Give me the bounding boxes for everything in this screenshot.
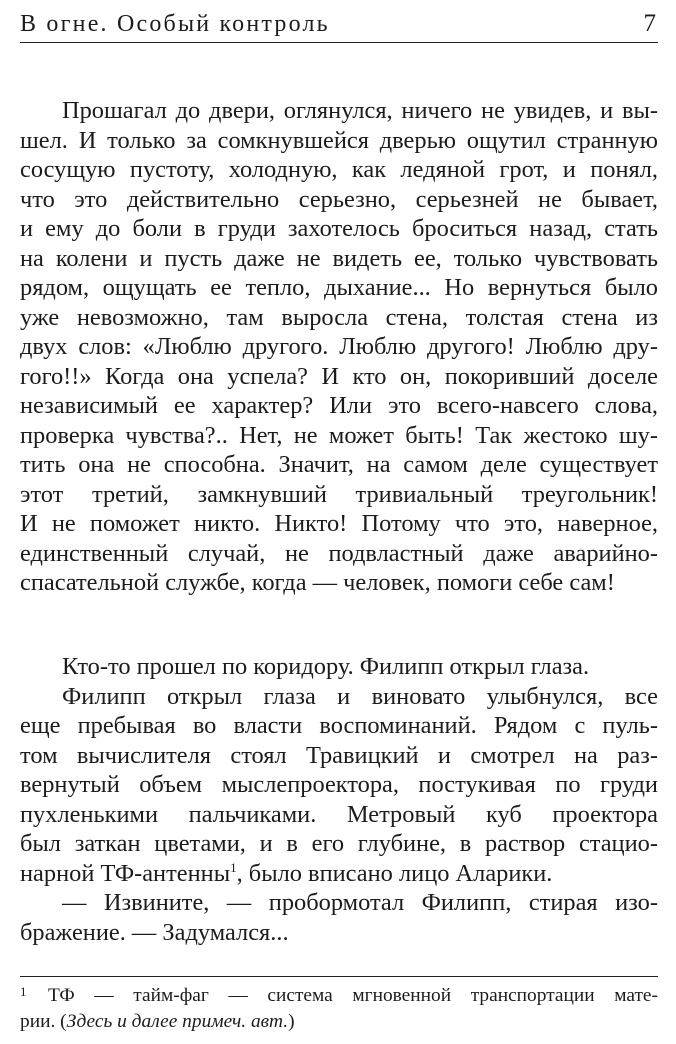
text-line: гого!!» Когда она успела? И кто он, покоривший доселе — [20, 362, 658, 390]
text-line: сосущую пустоту, холодную, как ледяной грот, и понял, — [20, 156, 658, 183]
text-fragment: рии. ( — [20, 1011, 67, 1032]
text-line: бражение. — Задумался... — [20, 918, 289, 946]
text-fragment: ) — [288, 1011, 295, 1032]
footnote-line: ТФ — тайм-фаг — система мгновенной транспортации мате- — [48, 985, 658, 1006]
text-line: и ему до боли в груди захотелось броситься назад, стать — [20, 215, 658, 242]
text-line: вернутый объем мыслепроектора, постукивая по груди — [20, 771, 658, 798]
text-line: тить она не способна. Значит, на самом деле существует — [20, 451, 658, 478]
running-head — [20, 8, 658, 43]
page-number: 7 — [643, 10, 656, 37]
paragraph-4 — [20, 888, 658, 947]
footnote-attribution: Здесь и далее примеч. авт. — [66, 1011, 289, 1032]
text-line: Филипп открыл глаза и виновато улыбнулся, все — [62, 682, 658, 710]
text-line: двух слов: «Люблю другого. Люблю другого! Люблю дру- — [20, 333, 658, 360]
text-line — [20, 859, 658, 889]
paragraph-3 — [20, 682, 658, 889]
text-line: проверка чувства?.. Нет, не может быть! Так жестоко шу- — [20, 421, 658, 449]
footnote-divider — [20, 976, 658, 977]
text-line: шел. И только за сомкнувшейся дверью ощутил странную — [20, 126, 658, 154]
text-line: спасательной службе, когда — человек, помоги себе сам! — [20, 569, 615, 596]
text-line: независимый ее характер? Или это всего-навсего слова, — [20, 392, 658, 419]
footnote-mark: 1 — [20, 984, 27, 999]
text-line: пухленькими пальчиками. Метровый куб проектора — [20, 800, 658, 828]
text-fragment: нарной ТФ-антенны — [20, 859, 231, 887]
paragraph-2 — [20, 652, 658, 682]
text-line: единственный случай, не подвластный даже аварийно- — [20, 539, 658, 567]
text-line: был заткан цветами, и в его глубине, в раствор стацио- — [20, 830, 658, 857]
footnote-line — [20, 1009, 658, 1035]
footnote — [20, 983, 658, 1035]
text-fragment: , было вписано лицо Аларики. — [236, 859, 553, 887]
text-line: том вычислителя стоял Травицкий и смотрел на раз- — [20, 741, 658, 769]
text-line: — Извините, — пробормотал Филипп, стирая изо- — [62, 889, 658, 916]
text-line: рядом, ощущать ее тепло, дыхание... Но вернуться было — [20, 274, 658, 301]
text-line: Кто-то прошел по коридору. Филипп открыл глаза. — [62, 653, 590, 680]
running-title: В огне. Особый контроль — [20, 11, 330, 37]
text-line: что это действительно серьезно, серьезней не бывает, — [20, 185, 658, 213]
text-line: уже невозможно, там выросла стена, толстая стена из — [20, 303, 658, 331]
text-line: Прошагал до двери, оглянулся, ничего не увидев, и вы- — [62, 97, 658, 124]
text-line: на колени и пусть даже не видеть ее, только чувствовать — [20, 244, 658, 272]
text-line: этот третий, замкнувший тривиальный треугольник! — [20, 480, 658, 508]
text-line: И не поможет никто. Никто! Потому что это, наверное, — [20, 510, 658, 537]
footnote-reference[interactable]: 1 — [230, 859, 237, 875]
paragraph-1 — [20, 96, 658, 598]
text-line: еще пребывая во власти воспоминаний. Рядом с пуль- — [20, 712, 658, 739]
